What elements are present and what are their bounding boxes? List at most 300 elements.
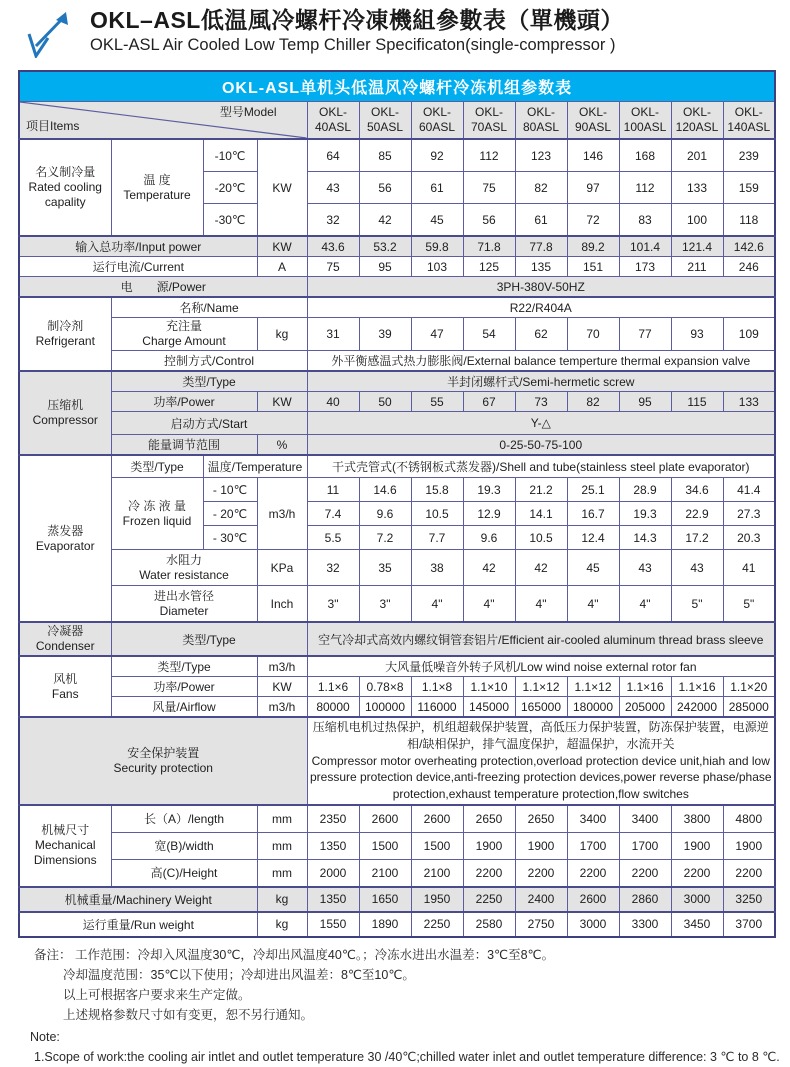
charge-row [19,318,775,351]
model-line: OKL- [630,105,659,119]
value-cell: 1900 [723,832,775,859]
label-en: Frozen liquid [122,513,192,528]
row-label: 机械重量/Machinery Weight [19,887,257,912]
model-line: OKL- [474,105,503,119]
refrigerant-name-row [19,297,775,318]
row-label: 运行电流/Current [19,257,257,277]
model-header-row [19,102,775,140]
value-cell: 7.7 [411,526,463,550]
value-cell: 0-25-50-75-100 [307,435,775,456]
unit-cell: KPa [257,550,307,586]
value-cell: 95 [619,392,671,412]
value-cell: 1.1×8 [411,677,463,697]
run-weight-row [19,912,775,937]
label-en: Compressor [32,413,98,427]
security-text [307,717,775,805]
value-cell: 14.3 [619,526,671,550]
label-zh: 水阻力 [165,552,202,567]
value-cell: 89.2 [567,236,619,257]
temp-label: -10℃ [203,139,257,172]
temp-label: -20℃ [203,172,257,204]
row-label: 控制方式/Control [111,351,307,372]
table-banner: OKL-ASL单机头低温风冷螺杆冷冻机组参数表 [19,71,775,102]
value-cell: 53.2 [359,236,411,257]
value-cell: 285000 [723,697,775,718]
compressor-section-label [19,371,111,455]
value-cell: 2250 [411,912,463,937]
value-cell: 2600 [567,887,619,912]
model-header [671,102,723,140]
row-label: 运行重量/Run weight [19,912,257,937]
value-cell: Y-△ [307,412,775,435]
value-cell: 93 [671,318,723,351]
value-cell: 2200 [671,859,723,887]
value-cell: 外平衡感温式热力膨胀阀/External balance temperture thermal expansion valve [307,351,775,372]
unit-cell: mm [257,859,307,887]
value-cell: 空气冷却式高效内螺纹铜管套铝片/Efficient air-cooled aluminum thread brass sleeve [307,622,775,656]
value-cell: 1950 [411,887,463,912]
label-en: Security protection [113,760,213,775]
energy-range-row [19,435,775,456]
value-cell: 121.4 [671,236,723,257]
model-line: 50ASL [366,120,404,134]
value-cell: 2200 [515,859,567,887]
value-cell: 56 [359,172,411,204]
value-cell: 3000 [567,912,619,937]
value-cell: 73 [515,392,567,412]
value-cell: 242000 [671,697,723,718]
value-cell: 133 [723,392,775,412]
value-cell: 64 [307,139,359,172]
model-line: 140ASL [727,120,771,134]
label-en: Charge Amount [142,334,226,348]
fan-power-row [19,677,775,697]
value-cell: 3PH-380V-50HZ [307,277,775,298]
row-label: 类型/Type [111,622,307,656]
value-cell: 56 [463,204,515,237]
evaporator-head-row [19,455,775,478]
value-cell: 4800 [723,805,775,833]
value-cell: 2100 [359,859,411,887]
value-cell: 19.3 [619,502,671,526]
label-en: Rated cooling capality [28,180,102,209]
value-cell: 43.6 [307,236,359,257]
document-header [0,0,790,68]
value-cell: 22.9 [671,502,723,526]
compressor-power-row [19,392,775,412]
label-zh: 蒸发器 [47,523,84,538]
value-cell: 159 [723,172,775,204]
cooling-row-1 [19,139,775,172]
value-cell: 62 [515,318,567,351]
control-row [19,351,775,372]
unit-cell: m3/h [257,697,307,718]
label-zh: 充注量 [165,319,202,333]
value-cell: 80000 [307,697,359,718]
value-cell: 14.1 [515,502,567,526]
value-cell: 2200 [567,859,619,887]
row-label: 类型/Type [111,455,203,478]
value-cell: 82 [567,392,619,412]
row-label: 名称/Name [111,297,307,318]
value-cell: 4" [619,586,671,623]
table-banner-row [19,71,775,102]
value-cell: 41.4 [723,478,775,502]
corner-items-label: 项目Items [26,119,80,133]
value-cell: 5.5 [307,526,359,550]
value-cell: 42 [463,550,515,586]
value-cell: 2580 [463,912,515,937]
unit-cell: m3/h [257,478,307,550]
compressor-type-row [19,371,775,392]
row-label: 高(C)/Height [111,859,257,887]
security-row [19,717,775,805]
start-row [19,412,775,435]
value-cell: 118 [723,204,775,237]
security-section-label [19,717,307,805]
unit-cell: mm [257,805,307,833]
height-row [19,859,775,887]
label-zh: 风机 [53,671,78,686]
label-zh: 名义制冷量 [35,165,96,179]
fans-section-label [19,656,111,717]
value-cell: 9.6 [359,502,411,526]
length-row [19,805,775,833]
value-cell: 142.6 [723,236,775,257]
value-cell: 61 [411,172,463,204]
value-cell: 2200 [723,859,775,887]
value-cell: 27.3 [723,502,775,526]
value-cell: 1900 [463,832,515,859]
unit-cell: KW [257,236,307,257]
row-label: 温度/Temperature [203,455,307,478]
value-cell: 2600 [411,805,463,833]
value-cell: 12.9 [463,502,515,526]
value-cell: 59.8 [411,236,463,257]
corner-cell [19,102,307,140]
label-en: Diameter [159,603,209,618]
value-cell: 3700 [723,912,775,937]
value-cell: 39 [359,318,411,351]
value-cell: 112 [463,139,515,172]
value-cell: 2350 [307,805,359,833]
spec-table [18,70,776,938]
value-cell: 3250 [723,887,775,912]
value-cell: 55 [411,392,463,412]
value-cell: 1350 [307,887,359,912]
value-cell: 168 [619,139,671,172]
model-line: 90ASL [574,120,612,134]
value-cell: 4" [463,586,515,623]
corner-model-label: 型号Model [219,105,277,119]
temp-label: -30℃ [203,204,257,237]
model-line: OKL- [682,105,711,119]
row-label: 输入总功率/Input power [19,236,257,257]
label-zh: 温 度 [143,172,171,187]
model-line: 120ASL [675,120,719,134]
condenser-section-label [19,622,111,656]
value-cell: 2400 [515,887,567,912]
value-cell: 5" [723,586,775,623]
value-cell: 2860 [619,887,671,912]
brand-arrow-logo-icon [26,8,84,63]
unit-cell: kg [257,912,307,937]
row-label: 类型/Type [111,371,307,392]
frozen-row-1 [19,478,775,502]
row-label: 电 源/Power [19,277,307,298]
value-cell: 1700 [567,832,619,859]
value-cell: 38 [411,550,463,586]
value-cell: 47 [411,318,463,351]
label-zh: 压缩机 [47,398,84,412]
value-cell: 77 [619,318,671,351]
cooling-section-label [19,139,111,236]
footnotes [30,945,790,1067]
model-header [723,102,775,140]
model-header [307,102,359,140]
water-resistance-row [19,550,775,586]
note-line: 冷却温度范围：35℃以下使用；冷却进出风温差：8℃至10℃。 [63,967,415,982]
value-cell: 165000 [515,697,567,718]
value-cell: 151 [567,257,619,277]
value-cell: 41 [723,550,775,586]
value-cell: 1900 [515,832,567,859]
machinery-weight-row [19,887,775,912]
fan-type-row [19,656,775,677]
current-row [19,257,775,277]
value-cell: 7.4 [307,502,359,526]
value-cell: 211 [671,257,723,277]
value-cell: 1.1×10 [463,677,515,697]
label-en: Evaporator [35,538,95,553]
value-cell: 45 [411,204,463,237]
row-label: 风量/Airflow [111,697,257,718]
value-cell: 115 [671,392,723,412]
width-row [19,832,775,859]
value-cell: 112 [619,172,671,204]
model-line: OKL- [526,105,555,119]
value-cell: 246 [723,257,775,277]
model-line: OKL- [370,105,399,119]
value-cell: 95 [359,257,411,277]
note-line-en: 1.Scope of work:the cooling air intlet and outlet temperature 30 /40℃;chilled water inlet and outlet temperature difference: 3 ℃ to 8 ℃. [34,1049,780,1064]
value-cell: 0.78×8 [359,677,411,697]
value-cell: 干式壳管式(不锈钢板式蒸发器)/Shell and tube(stainless steel plate evaporator) [307,455,775,478]
row-label: 宽(B)/width [111,832,257,859]
model-line: 100ASL [623,120,667,134]
unit-cell: KW [257,677,307,697]
label-zh: 进出水管径 [153,588,214,603]
value-cell: 103 [411,257,463,277]
row-label: 能量调节范围 [111,435,257,456]
label-zh: 机械尺寸 [41,823,90,838]
page-title-en: OKL-ASL Air Cooled Low Temp Chiller Specificaton(single-compressor ) [90,35,616,54]
value-cell: 4" [515,586,567,623]
value-cell: 173 [619,257,671,277]
value-cell: 116000 [411,697,463,718]
value-cell: 1.1×20 [723,677,775,697]
value-cell: 75 [307,257,359,277]
value-cell: 34.6 [671,478,723,502]
unit-cell: KW [257,139,307,236]
value-cell: 7.2 [359,526,411,550]
refrigerant-section-label [19,297,111,371]
model-header [515,102,567,140]
value-cell: 43 [307,172,359,204]
unit-cell: A [257,257,307,277]
value-cell: 83 [619,204,671,237]
value-cell: 101.4 [619,236,671,257]
value-cell: 92 [411,139,463,172]
frozen-liquid-label [111,478,203,550]
unit-cell: kg [257,887,307,912]
value-cell: 25.1 [567,478,619,502]
value-cell: 43 [671,550,723,586]
value-cell: 2200 [619,859,671,887]
value-cell: 42 [515,550,567,586]
condenser-row [19,622,775,656]
label-en: Refrigerant [35,334,95,348]
value-cell: 3450 [671,912,723,937]
value-cell: 1350 [307,832,359,859]
value-cell: 3" [307,586,359,623]
row-label: 启动方式/Start [111,412,307,435]
unit-cell: KW [257,392,307,412]
note-line: 备注： 工作范围：冷却入风温度30℃，冷却出风温度40℃。；冷冻水进出水温差：3℃至8℃。 [34,947,555,962]
value-cell: 3" [359,586,411,623]
value-cell: 1900 [671,832,723,859]
value-cell: 2000 [307,859,359,887]
value-cell: 1.1×12 [515,677,567,697]
value-cell: 2650 [515,805,567,833]
unit-cell: m3/h [257,656,307,677]
value-cell: 82 [515,172,567,204]
evaporator-section-label [19,455,111,622]
value-cell: 3300 [619,912,671,937]
value-cell: 32 [307,550,359,586]
value-cell: 3400 [619,805,671,833]
value-cell: 123 [515,139,567,172]
value-cell: 67 [463,392,515,412]
value-cell: 20.3 [723,526,775,550]
model-header [411,102,463,140]
value-cell: 70 [567,318,619,351]
model-line: OKL- [318,105,347,119]
value-cell: 43 [619,550,671,586]
value-cell: 21.2 [515,478,567,502]
value-cell: 205000 [619,697,671,718]
value-cell: 17.2 [671,526,723,550]
value-cell: 2200 [463,859,515,887]
value-cell: 1500 [359,832,411,859]
model-header [359,102,411,140]
value-cell: 100000 [359,697,411,718]
row-label [111,586,257,623]
value-cell: 85 [359,139,411,172]
power-supply-row [19,277,775,298]
value-cell: 15.8 [411,478,463,502]
value-cell: R22/R404A [307,297,775,318]
value-cell: 28.9 [619,478,671,502]
value-cell: 75 [463,172,515,204]
value-cell: 31 [307,318,359,351]
value-cell: 1.1×16 [671,677,723,697]
value-cell: 40 [307,392,359,412]
value-cell: 72 [567,204,619,237]
value-cell: 180000 [567,697,619,718]
row-label [111,318,257,351]
value-cell: 2650 [463,805,515,833]
value-cell: 1.1×12 [567,677,619,697]
label-en: Water resistance [139,567,229,582]
value-cell: 100 [671,204,723,237]
label-en: Condenser [35,639,95,653]
model-line: 40ASL [314,120,352,134]
label-zh: 冷凝器 [47,624,84,638]
value-cell: 239 [723,139,775,172]
value-cell: 61 [515,204,567,237]
security-text-en: Compressor motor overheating protection,overload protection device unit,hiah and low pressure protection device,anti-freezing protection devices,power reverse phase/phase protection,exhaust temperature protection,flow switches [309,753,772,802]
value-cell: 半封闭螺杆式/Semi-hermetic screw [307,371,775,392]
unit-cell: kg [257,318,307,351]
row-label [111,550,257,586]
unit-cell: mm [257,832,307,859]
row-label: 功率/Power [111,392,257,412]
unit-cell: % [257,435,307,456]
value-cell: 35 [359,550,411,586]
note-line: 以上可根据客户要求来生产定做。 [63,987,251,1002]
model-header [463,102,515,140]
value-cell: 4" [567,586,619,623]
value-cell: 3000 [671,887,723,912]
model-line: OKL- [422,105,451,119]
model-header [619,102,671,140]
label-en: Temperature [123,187,191,202]
value-cell: 3400 [567,805,619,833]
value-cell: 4" [411,586,463,623]
value-cell: 109 [723,318,775,351]
value-cell: 2750 [515,912,567,937]
temp-label: - 30℃ [203,526,257,550]
model-line: 80ASL [522,120,560,134]
value-cell: 133 [671,172,723,204]
row-label: 长（A）/length [111,805,257,833]
airflow-row [19,697,775,718]
value-cell: 125 [463,257,515,277]
value-cell: 145000 [463,697,515,718]
value-cell: 大风量低噪音外转子风机/Low wind noise external rotor fan [307,656,775,677]
model-header [567,102,619,140]
cooling-temp-label [111,139,203,236]
value-cell: 14.6 [359,478,411,502]
label-en: Fans [51,686,79,701]
value-cell: 2100 [411,859,463,887]
value-cell: 1.1×16 [619,677,671,697]
model-line: OKL- [734,105,763,119]
value-cell: 1.1×6 [307,677,359,697]
value-cell: 77.8 [515,236,567,257]
note-line: 上述规格参数尺寸如有变更，恕不另行通知。 [63,1007,314,1022]
model-line: OKL- [578,105,607,119]
value-cell: 1550 [307,912,359,937]
value-cell: 42 [359,204,411,237]
diameter-row [19,586,775,623]
value-cell: 2250 [463,887,515,912]
value-cell: 201 [671,139,723,172]
model-line: 70ASL [470,120,508,134]
label-zh: 冷 冻 液 量 [127,498,186,513]
value-cell: 10.5 [411,502,463,526]
